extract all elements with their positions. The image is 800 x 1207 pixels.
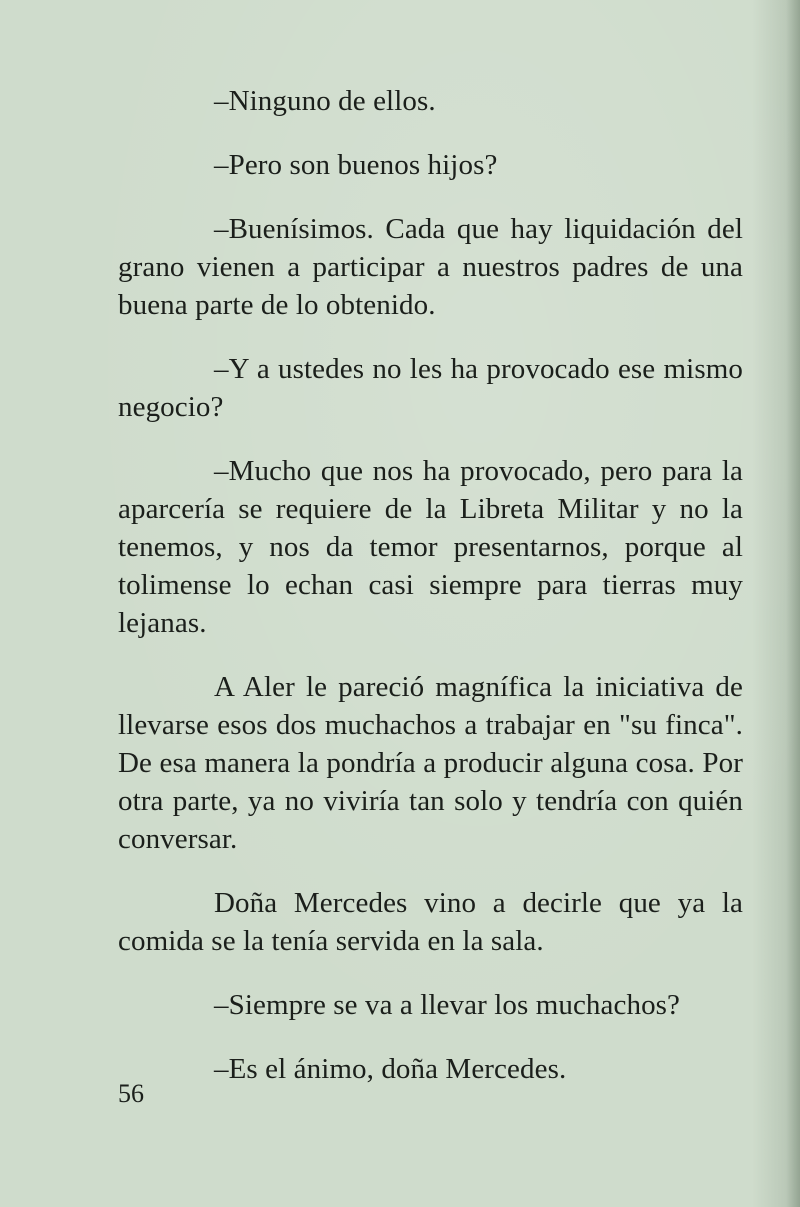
paragraph-2: –Pero son buenos hijos? [214, 149, 498, 181]
page-number: 56 [118, 1079, 144, 1108]
paragraph-9: –Es el ánimo, doña Mercedes. [214, 1053, 567, 1085]
paragraph-1: –Ninguno de ellos. [214, 85, 436, 117]
paragraph-6: A Aler le pareció magnífica la iniciativa de llevarse esos dos muchachos a trabajar en "su finca". De esa manera la pondría a producir alguna cosa. Por otra parte, ya no viviría tan solo y tendría con quién conversar. [118, 671, 743, 855]
paragraph-5: –Mucho que nos ha provocado, pero para la aparcería se requiere de la Libreta Militar y no la tenemos, y nos da temor presentarnos, porque al tolimense lo echan casi siempre para tierras muy lejanas. [118, 455, 743, 639]
paragraph-3: –Buenísimos. Cada que hay liquidación del grano vienen a participar a nuestros padres de una buena parte de lo obtenido. [118, 213, 743, 321]
page-edge-shadow [786, 0, 800, 1207]
paragraph-7: Doña Mercedes vino a decirle que ya la comida se la tenía servida en la sala. [118, 887, 743, 957]
paragraph-4: –Y a ustedes no les ha provocado ese mismo negocio? [118, 353, 743, 423]
paragraph-8: –Siempre se va a llevar los muchachos? [214, 989, 681, 1021]
book-page-text [118, 82, 743, 1114]
